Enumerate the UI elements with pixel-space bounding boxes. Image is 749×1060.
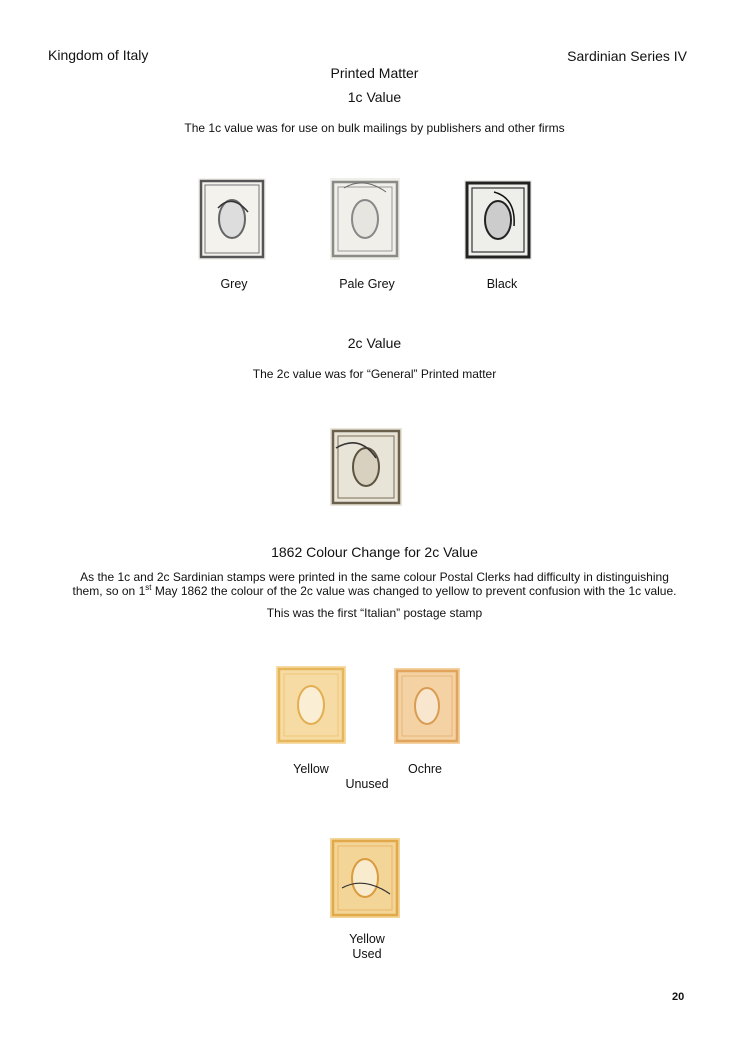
stamp-2c-yellow-used: [330, 838, 400, 918]
stamp-2c-yellow-unused: [276, 666, 346, 744]
section-1c-description: The 1c value was for use on bulk mailings by publishers and other firms: [184, 121, 565, 135]
stamp-2c: [330, 428, 402, 506]
stamp-2c-ochre-unused: [394, 668, 460, 744]
unused-label: Unused: [345, 777, 389, 791]
header-right-title: Sardinian Series IV: [567, 48, 687, 64]
page-title: Printed Matter: [330, 65, 419, 81]
caption-grey: Grey: [220, 277, 248, 291]
header-left-title: Kingdom of Italy: [48, 47, 149, 63]
section-change-para-line1: As the 1c and 2c Sardinian stamps were printed in the same colour Postal Clerks had difficulty in distinguishing: [80, 570, 669, 584]
caption-ochre-unused: Ochre: [407, 762, 443, 776]
caption-black: Black: [486, 277, 518, 291]
section-change-para-line2: them, so on 1st May 1862 the colour of the 2c value was changed to yellow to prevent confusion with the 1c value.: [72, 583, 677, 598]
stamp-1c-black: [464, 180, 532, 260]
page-number: 20: [672, 991, 685, 1003]
caption-yellow-unused: Yellow: [293, 762, 329, 776]
caption-yellow-used: Yellow: [349, 932, 385, 946]
stamp-1c-grey: [198, 178, 266, 260]
section-2c-heading: 2c Value: [347, 335, 402, 351]
section-change-note: This was the first “Italian” postage stamp: [266, 606, 483, 620]
section-2c-description: The 2c value was for “General” Printed matter: [252, 367, 497, 381]
used-label: Used: [352, 947, 382, 961]
section-change-heading: 1862 Colour Change for 2c Value: [271, 544, 478, 560]
stamp-1c-pale-grey: [330, 178, 400, 260]
section-1c-heading: 1c Value: [347, 89, 402, 105]
caption-pale-grey: Pale Grey: [339, 277, 395, 291]
